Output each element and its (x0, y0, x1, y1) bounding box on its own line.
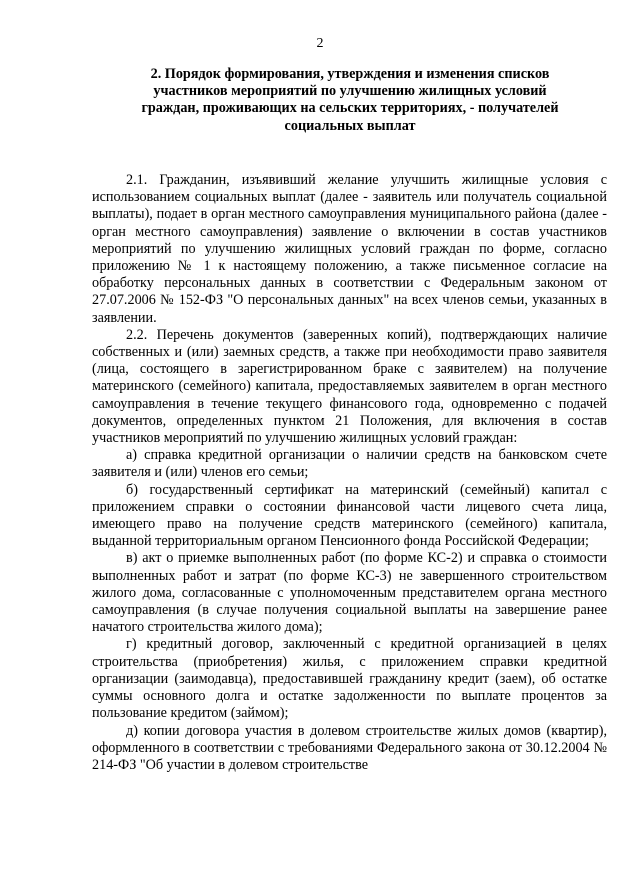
list-item-a: а) справка кредитной организации о наличии средств на банковском счете заявителя и (или) членов его семьи; (92, 447, 607, 481)
list-item-v: в) акт о приемке выполненных работ (по форме КС-2) и справка о стоимости выполненных работ и затрат (по форме КС-3) не завершенного строительством жилого дома, согласованные с уполномоченным представителем органа местного самоуправления (в случае получения социальной выплаты на завершение ранее начатого строительства жилого дома); (92, 550, 607, 636)
paragraph-2-1: 2.1. Гражданин, изъявивший желание улучшить жилищные условия с использованием социальных выплат (далее - заявитель или получатель социальной выплаты), подает в орган местного самоуправления муниципального района (далее - орган местного самоуправления) заявление о включении в состав участников мероприятий по улучшению жилищных условий граждан по форме, согласно приложению № 1 к настоящему положению, а также письменное согласие на обработку персональных данных в соответствии с Федеральным законом от 27.07.2006 № 152-ФЗ "О персональных данных" на всех членов семьи, указанных в заявлении. (92, 172, 607, 326)
section-heading: 2. Порядок формирования, утверждения и изменения списков участников мероприятий по улучшению жилищных условий граждан, проживающих на сельских территориях, - получателей социальных выплат (141, 66, 559, 134)
list-item-b: б) государственный сертификат на материнский (семейный) капитал с приложением справки о состоянии финансовой части лицевого счета лица, имеющего право на получение средств материнского (семейного) капитала, выданной территориальным органом Пенсионного фонда Российской Федерации; (92, 481, 607, 550)
list-item-d: д) копии договора участия в долевом строительстве жилых домов (квартир), оформленного в соответствии с требованиями Федерального закона от 30.12.2004 № 214-ФЗ "Об участии в долевом строительстве (92, 722, 607, 773)
list-item-g: г) кредитный договор, заключенный с кредитной организацией в целях строительства (приобретения) жилья, с приложением справки кредитной организации (заимодавца), предоставившей гражданину кредит (заем), об остатке суммы основного долга и остатке задолженности по выплате процентов за пользование кредитом (займом); (92, 636, 607, 722)
paragraph-2-2: 2.2. Перечень документов (заверенных копий), подтверждающих наличие собственных и (или) заемных средств, а также при необходимости право заявителя (лица, состоящего в зарегистрированном браке с заявителем) на получение материнского (семейного) капитала, предоставляемых заявителем в орган местного самоуправления в течение текущего финансового года, одновременно с подачей документов, определенных пунктом 21 Положения, для включения в состав участников мероприятий по улучшению жилищных условий граждан: (92, 326, 607, 447)
page-number: 2 (316, 36, 324, 51)
document-body (92, 172, 607, 774)
